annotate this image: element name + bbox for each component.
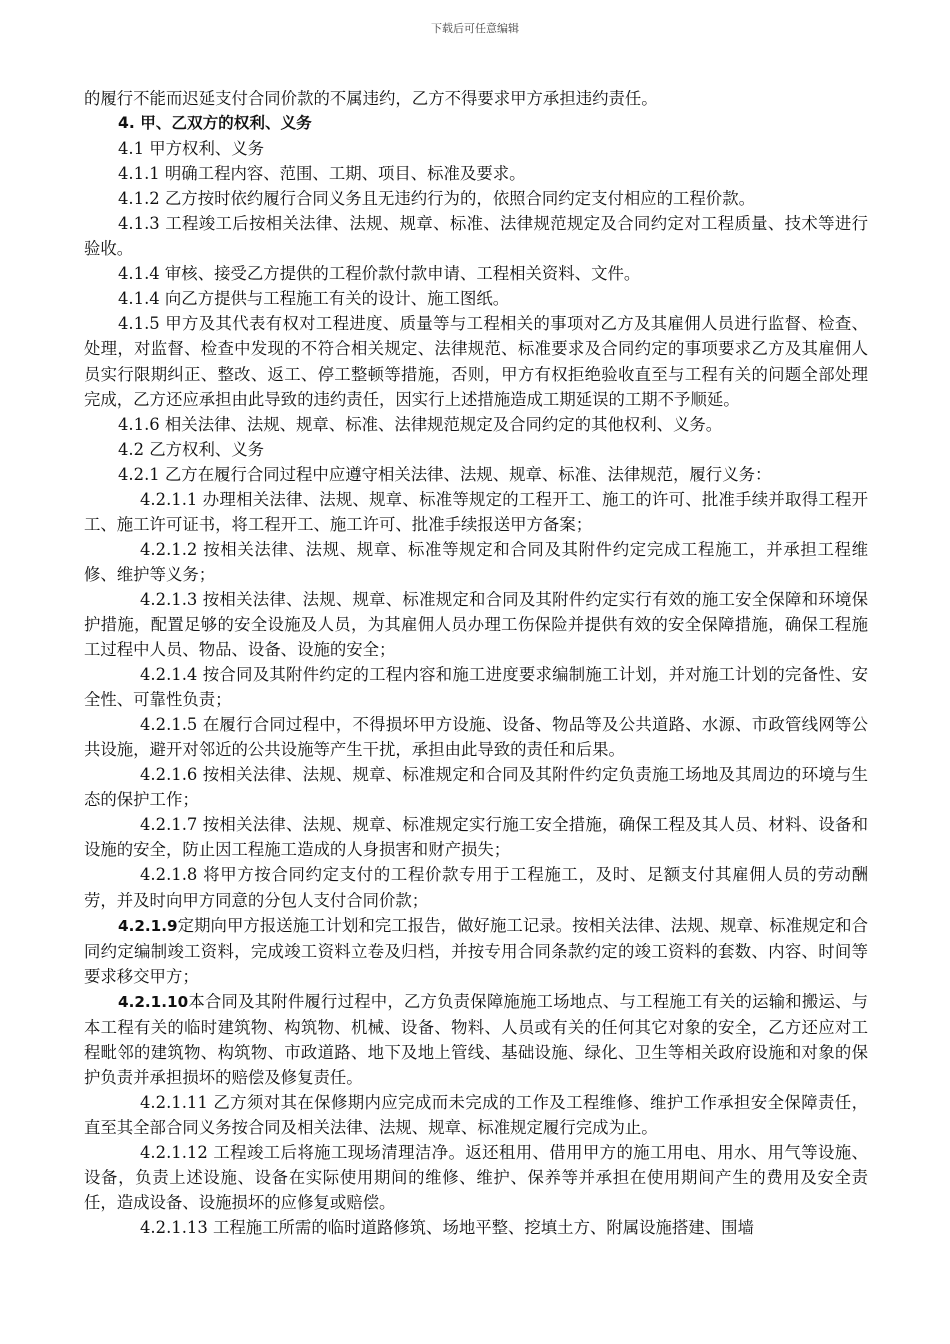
sub-clause: 4.2.1.3 按相关法律、法规、规章、标准规定和合同及其附件约定实行有效的施工安全保障和环境保护措施，配置足够的安全设施及人员，为其雇佣人员办理工伤保险并提供有效的安全保障措施，确保工程施工过程中人员、物品、设备、设施的安全；: [84, 589, 868, 660]
sub-clause: 4.2.1.8 将甲方按合同约定支付的工程价款专用于工程施工，及时、足额支付其雇佣人员的劳动酬劳，并及时向甲方同意的分包人支付合同价款；: [84, 865, 868, 910]
clause: 4.1.5 甲方及其代表有权对工程进度、质量等与工程相关的事项对乙方及其雇佣人员进行监督、检查、处理，对监督、检查中发现的不符合相关规定、法律规范、标准要求及合同约定的事项要求乙方及其雇佣人员实行限期纠正、整改、返工、停工整顿等措施，否则，甲方有权拒绝验收直至与工程有关的问题全部处理完成，乙方还应承担由此导致的违约责任，因实行上述措施造成工期延误的工期不予顺延。: [84, 314, 868, 409]
clause-text: 定期向甲方报送施工计划和完工报告，做好施工记录。按相关法律、法规、规章、标准规定和合同约定编制竣工资料，完成竣工资料立卷及归档，并按专用合同条款约定的竣工资料的套数、内容、时间等要求移交甲方；: [84, 915, 868, 986]
clause: 4.1.3 工程竣工后按相关法律、法规、规章、标准、法律规范规定及合同约定对工程质量、技术等进行验收。: [84, 214, 868, 259]
clause-number: 4.2.1.10: [118, 992, 189, 1011]
paragraph: 的履行不能而迟延支付合同价款的不属违约，乙方不得要求甲方承担违约责任。: [84, 89, 658, 108]
subsection-heading: 4.1 甲方权利、义务: [118, 139, 265, 159]
sub-clause: 4.2.1.2 按相关法律、法规、规章、标准等规定和合同及其附件约定完成工程施工，并承担工程维修、维护等义务；: [84, 539, 868, 584]
clause: 4.1.1 明确工程内容、范围、工期、项目、标准及要求。: [118, 164, 526, 184]
sub-clause: 4.2.1.12 工程竣工后将施工现场清理洁净。返还租用、借用甲方的施工用电、用水、用气等设施、设备，负责上述设施、设备在实际使用期间的维修、维护、保养等并承担在使用期间产生的费用及安全责任，造成设备、设施损坏的应修复或赔偿。: [84, 1142, 868, 1213]
sub-clause: 4.2.1.5 在履行合同过程中，不得损坏甲方设施、设备、物品等及公共道路、水源、市政管线网等公共设施，避开对邻近的公共设施等产生干扰，承担由此导致的责任和后果。: [84, 715, 868, 760]
sub-clause: 4.2.1.1 办理相关法律、法规、规章、标准等规定的工程开工、施工的许可、批准手续并取得工程开工、施工许可证书，将工程开工、施工许可、批准手续报送甲方备案；: [84, 489, 868, 534]
sub-clause: [84, 989, 868, 1090]
page-header: 下载后可任意编辑: [431, 22, 519, 35]
sub-clause: 4.2.1.11 乙方须对其在保修期内应完成而未完成的工作及工程维修、维护工作承担安全保障责任，直至其全部合同义务按合同及相关法律、法规、规章、标准规定履行完成为止。: [84, 1092, 868, 1137]
clause: 4.1.6 相关法律、法规、规章、标准、法律规范规定及合同约定的其他权利、义务。: [118, 414, 723, 434]
document-body: [84, 86, 868, 1240]
clause-number: 4.2.1.9: [118, 916, 178, 935]
subsection-heading: 4.2 乙方权利、义务: [118, 439, 265, 459]
clause: 4.1.4 向乙方提供与工程施工有关的设计、施工图纸。: [118, 289, 510, 309]
clause: 4.2.1 乙方在履行合同过程中应遵守相关法律、法规、规章、标准、法律规范，履行义务：: [118, 464, 772, 484]
clause: 4.1.2 乙方按时依约履行合同义务且无违约行为的，依照合同约定支付相应的工程价款。: [118, 189, 755, 209]
clause: 4.1.4 审核、接受乙方提供的工程价款付款申请、工程相关资料、文件。: [118, 264, 641, 284]
sub-clause: [84, 913, 868, 989]
sub-clause: 4.2.1.6 按相关法律、法规、规章、标准规定和合同及其附件约定负责施工场地及其周边的环境与生态的保护工作；: [84, 765, 868, 810]
section-heading: 4. 甲、乙双方的权利、义务: [118, 114, 312, 133]
sub-clause: 4.2.1.4 按合同及其附件约定的工程内容和施工进度要求编制施工计划，并对施工计划的完备性、安全性、可靠性负责；: [84, 665, 868, 710]
sub-clause: 4.2.1.13 工程施工所需的临时道路修筑、场地平整、挖填土方、附属设施搭建、围墙: [140, 1218, 754, 1238]
clause-text: 本合同及其附件履行过程中，乙方负责保障施施工场地点、与工程施工有关的运输和搬运、与本工程有关的临时建筑物、构筑物、机械、设备、物料、人员或有关的任何其它对象的安全，乙方还应对工程毗邻的建筑物、构筑物、市政道路、地下及地上管线、基础设施、绿化、卫生等相关政府设施和对象的保护负责并承担损坏的赔偿及修复责任。: [84, 991, 868, 1087]
sub-clause: 4.2.1.7 按相关法律、法规、规章、标准规定实行施工安全措施，确保工程及其人员、材料、设备和设施的安全，防止因工程施工造成的人身损害和财产损失；: [84, 815, 868, 860]
